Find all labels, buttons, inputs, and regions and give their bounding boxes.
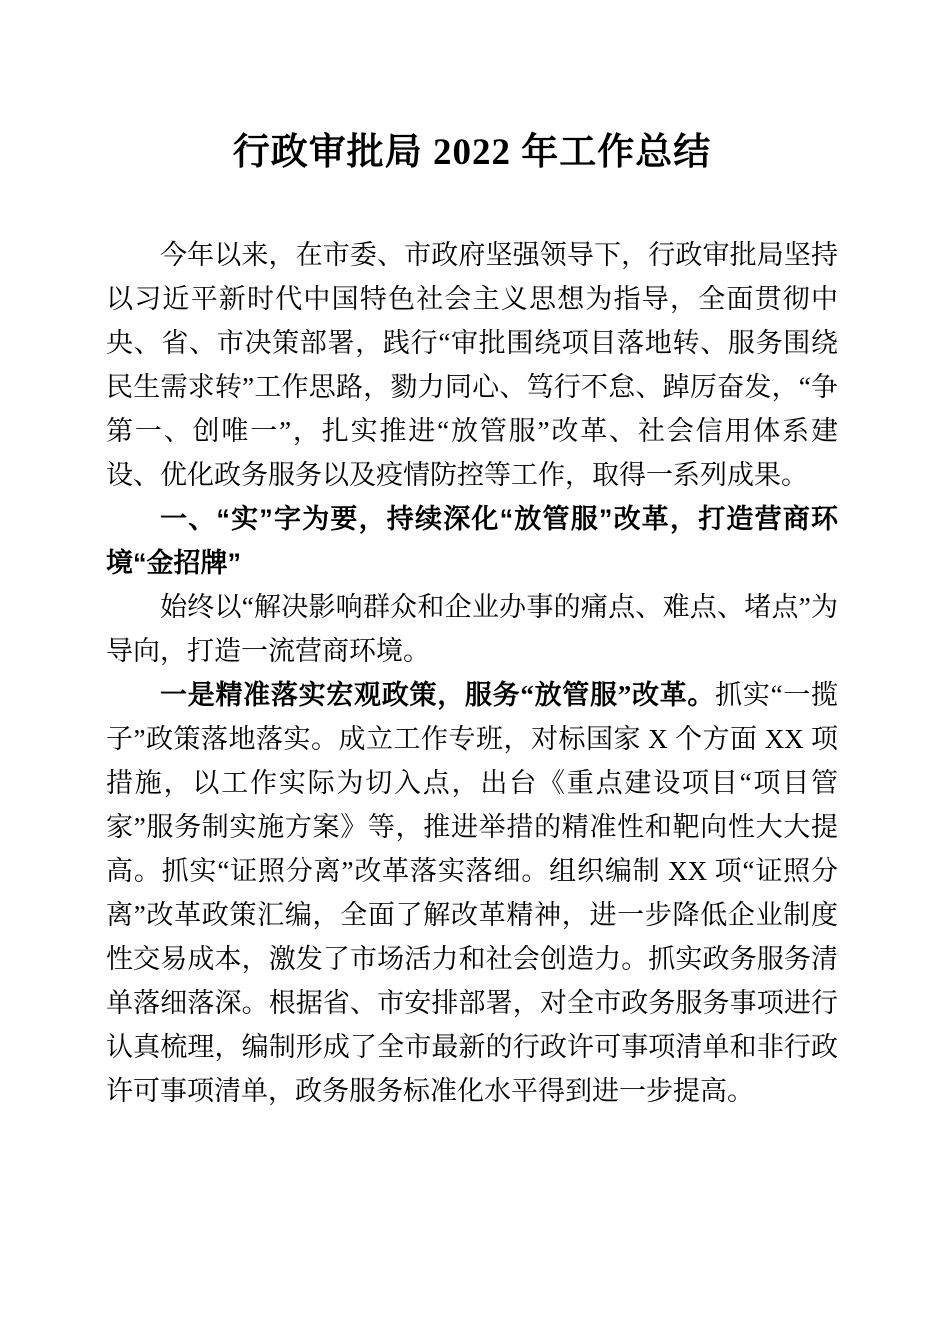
measures-body-text: 抓实“一揽子”政策落地落实。成立工作专班，对标国家 X 个方面 XX 项措施，以工作实际为切入点，出台《重点建设项目“项目管家”服务制实施方案》等，推进举措的精准性和靶向性大大提高。抓实“证照分离”改革落实落细。组织编制 XX 项“证照分离”改革政策汇编，全面了解改革精神，进一步降低企业制度性交易成本，激发了市场活力和社会创造力。抓实政务服务清单落细落深。根据省、市安排部署，对全市政务服务事项进行认真梳理，编制形成了全市最新的行政许可事项清单和非行政许可事项清单，政务服务标准化水平得到进一步提高。 <box>106 680 839 1106</box>
document-title: 行政审批局 2022 年工作总结 <box>232 132 712 173</box>
intro-paragraph: 今年以来，在市委、市政府坚强领导下，行政审批局坚持以习近平新时代中国特色社会主义思想为指导，全面贯彻中央、省、市决策部署，践行“审批围绕项目落地转、服务围绕民生需求转”工作思路，勠力同心、笃行不怠、踔厉奋发，“争第一、创唯一”，扎实推进“放管服”改革、社会信用体系建设、优化政务服务以及疫情防控等工作，取得一系列成果。 <box>106 240 838 490</box>
document-body <box>106 233 838 1113</box>
measures-paragraph <box>106 673 838 1113</box>
section-heading-1: 一、“实”字为要，持续深化“放管服”改革，打造营商环境“金招牌” <box>106 504 838 578</box>
orientation-paragraph: 始终以“解决影响群众和企业办事的痛点、难点、堵点”为导向，打造一流营商环境。 <box>106 592 838 666</box>
measures-lead-sentence: 一是精准落实宏观政策，服务“放管服”改革。 <box>160 680 716 710</box>
